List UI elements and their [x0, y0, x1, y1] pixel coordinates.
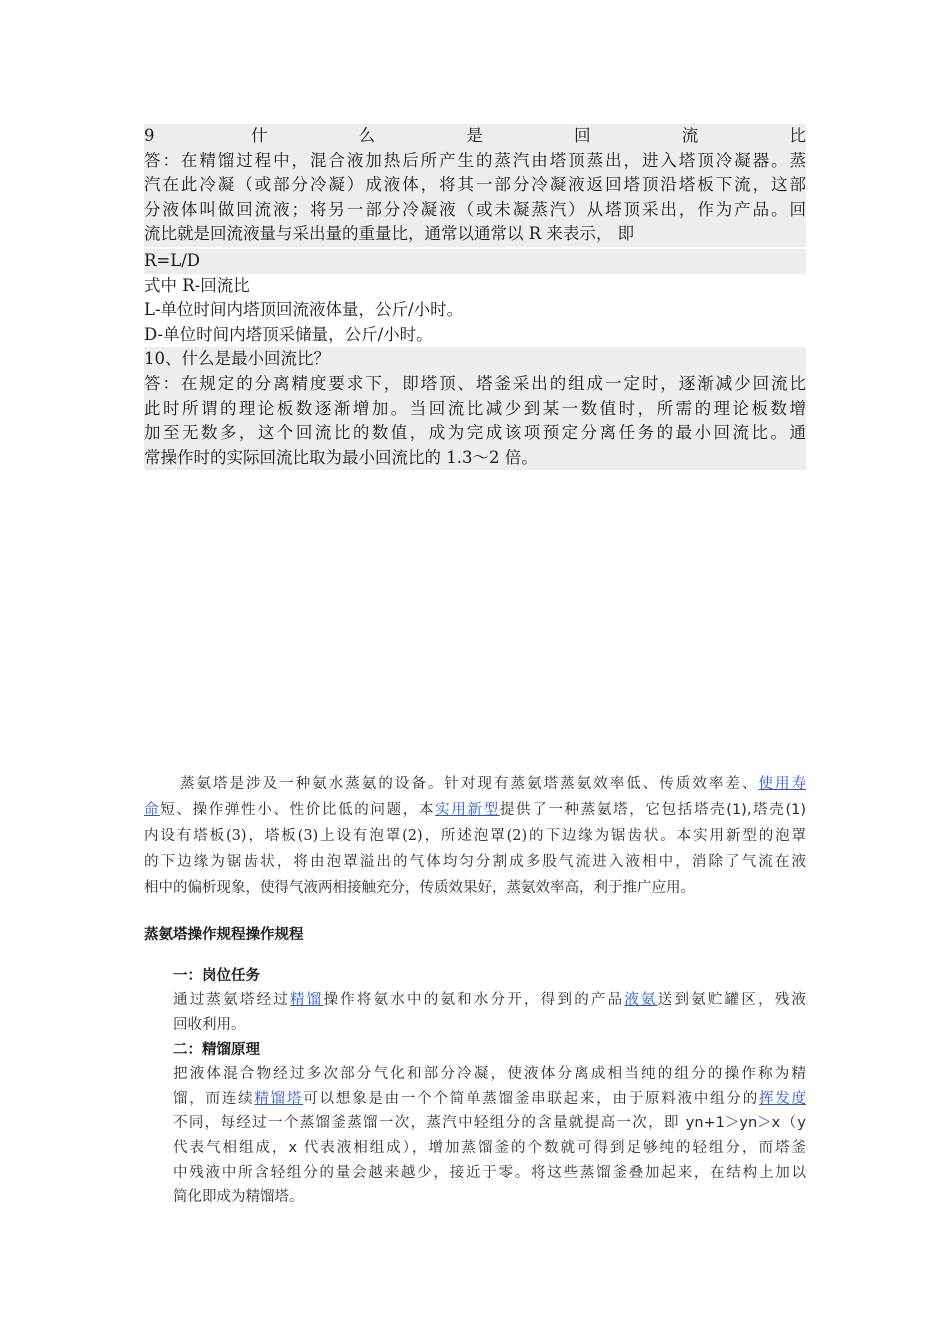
answer-10-line: 此时所谓的理论板数逐渐增加。当回流比减少到某一数值时，所需的理论板数增: [144, 397, 806, 422]
section-line: [173, 1087, 806, 1112]
qa-block: [144, 124, 806, 470]
link-utility-model[interactable]: 实用新型: [435, 802, 500, 818]
section-text: 通过蒸氨塔经过: [173, 992, 291, 1008]
link-service-life[interactable]: 使用寿: [758, 776, 806, 792]
intro-paragraph: [144, 771, 806, 901]
question-10-title: 10、什么是最小回流比？: [144, 347, 806, 372]
section-line: 中残液中所含轻组分的量会越来越少，接近于零。将这些蒸馏釜叠加起来，在结构上加以: [173, 1164, 806, 1181]
section-title: 一：岗位任务: [173, 968, 260, 984]
link-distillation-column[interactable]: 精馏塔: [254, 1090, 304, 1107]
answer-10-line: 常操作时的实际回流比取为最小回流比的 1.3～2 倍。: [144, 446, 806, 471]
question-9-title: 9 什么是回流比: [144, 124, 806, 149]
section-line: [173, 1136, 806, 1161]
section-line: [173, 1111, 806, 1136]
link-liquid-ammonia[interactable]: 液氨: [624, 992, 658, 1008]
link-distillation[interactable]: 精馏: [290, 992, 324, 1008]
answer-10-line: 答：在规定的分离精度要求下，即塔顶、塔釜采出的组成一定时，逐渐减少回流比: [144, 372, 806, 397]
section-text: 代表气相组成，: [173, 1140, 289, 1157]
link-service-life-cont[interactable]: 命: [144, 802, 161, 818]
definition-d: D-单位时间内塔顶采储量，公斤/小时。: [144, 324, 433, 344]
procedure-heading: 蒸氨塔操作规程操作规程: [144, 927, 304, 943]
answer-10-line: 加至无数多，这个回流比的数值，成为完成该项预定分离任务的最小回流比。通: [144, 421, 806, 446]
intro-line: 的下边缘为锯齿状，将由泡罩溢出的气体均匀分割成多股气流进入液相中，消除了气流在液: [144, 854, 806, 870]
answer-9-line: 流比就是回流液量与采出量的重量比，通常以通常以 R 来表示， 即: [144, 222, 806, 247]
section-job-task: [173, 964, 806, 1037]
section-line: 把液体混合物经过多次部分气化和部分冷凝，使液体分离成相当纯的组分的操作称为精: [173, 1066, 806, 1082]
intro-line: [144, 771, 806, 797]
answer-9-line: 分液体叫做回流液；将另一部分冷凝液（或未凝蒸汽）从塔顶采出，作为产品。回: [144, 198, 806, 223]
section-text: 可以想象是由一个个简单蒸馏釜串联起来，由于原料液中组分的: [303, 1090, 759, 1107]
intro-text: 短、操作弹性小、性价比低的问题，本: [160, 802, 436, 818]
answer-9-line: 答：在精馏过程中，混合液加热后所产生的蒸汽由塔顶蒸出，进入塔顶冷凝器。蒸: [144, 149, 806, 174]
section-text: 代表液相组成），增加蒸馏釜的个数就可得到足够纯的轻组分，而塔釜: [297, 1140, 806, 1157]
section-line: 回收利用。: [173, 1016, 246, 1033]
section-text: 馏，而连续: [173, 1090, 255, 1107]
link-volatility[interactable]: 挥发度: [758, 1090, 806, 1107]
section-line: 简化即成为精馏塔。: [173, 1189, 304, 1206]
intro-line: 相中的偏析现象，使得气液两相接触充分，传质效果好，蒸氨效率高，利于推广应用。: [144, 880, 695, 896]
section-title: 二：精馏原理: [173, 1042, 260, 1058]
intro-text: 提供了一种蒸氨塔，它包括塔壳(1),塔壳(1): [499, 802, 806, 818]
intro-line: 内设有塔板(3)，塔板(3)上设有泡罩(2)，所述泡罩(2)的下边缘为锯齿状。本实用新型的泡罩: [144, 828, 806, 844]
formula-line: R=L/D: [144, 249, 806, 274]
section-text: 操作将氨水中的氨和水分开，得到的产品: [323, 992, 625, 1008]
intro-line: [144, 797, 806, 823]
intro-text: 蒸氨塔是涉及一种氨水蒸氨的设备。针对现有蒸氨塔蒸氨效率低、传质效率差、: [180, 776, 759, 792]
section-text: 送到氨贮罐区，残液: [657, 992, 806, 1008]
definition-r: 式中 R-回流比: [144, 275, 250, 295]
section-line: [173, 988, 806, 1013]
definition-l: L-单位时间内塔顶回流液体量，公斤/小时。: [144, 300, 464, 320]
answer-9-line: 汽在此冷凝（或部分冷凝）成液体，将其一部分冷凝液返回塔顶沿塔板下流，这部: [144, 173, 806, 198]
variable-x: x: [288, 1140, 298, 1157]
section-text: 不同，每经过一个蒸馏釜蒸馏一次，蒸汽中轻组分的含量就提高一次，即: [173, 1115, 686, 1132]
section-distillation-principle: [173, 1038, 806, 1210]
formula-inline: yn+1＞yn＞x（y: [685, 1115, 806, 1132]
